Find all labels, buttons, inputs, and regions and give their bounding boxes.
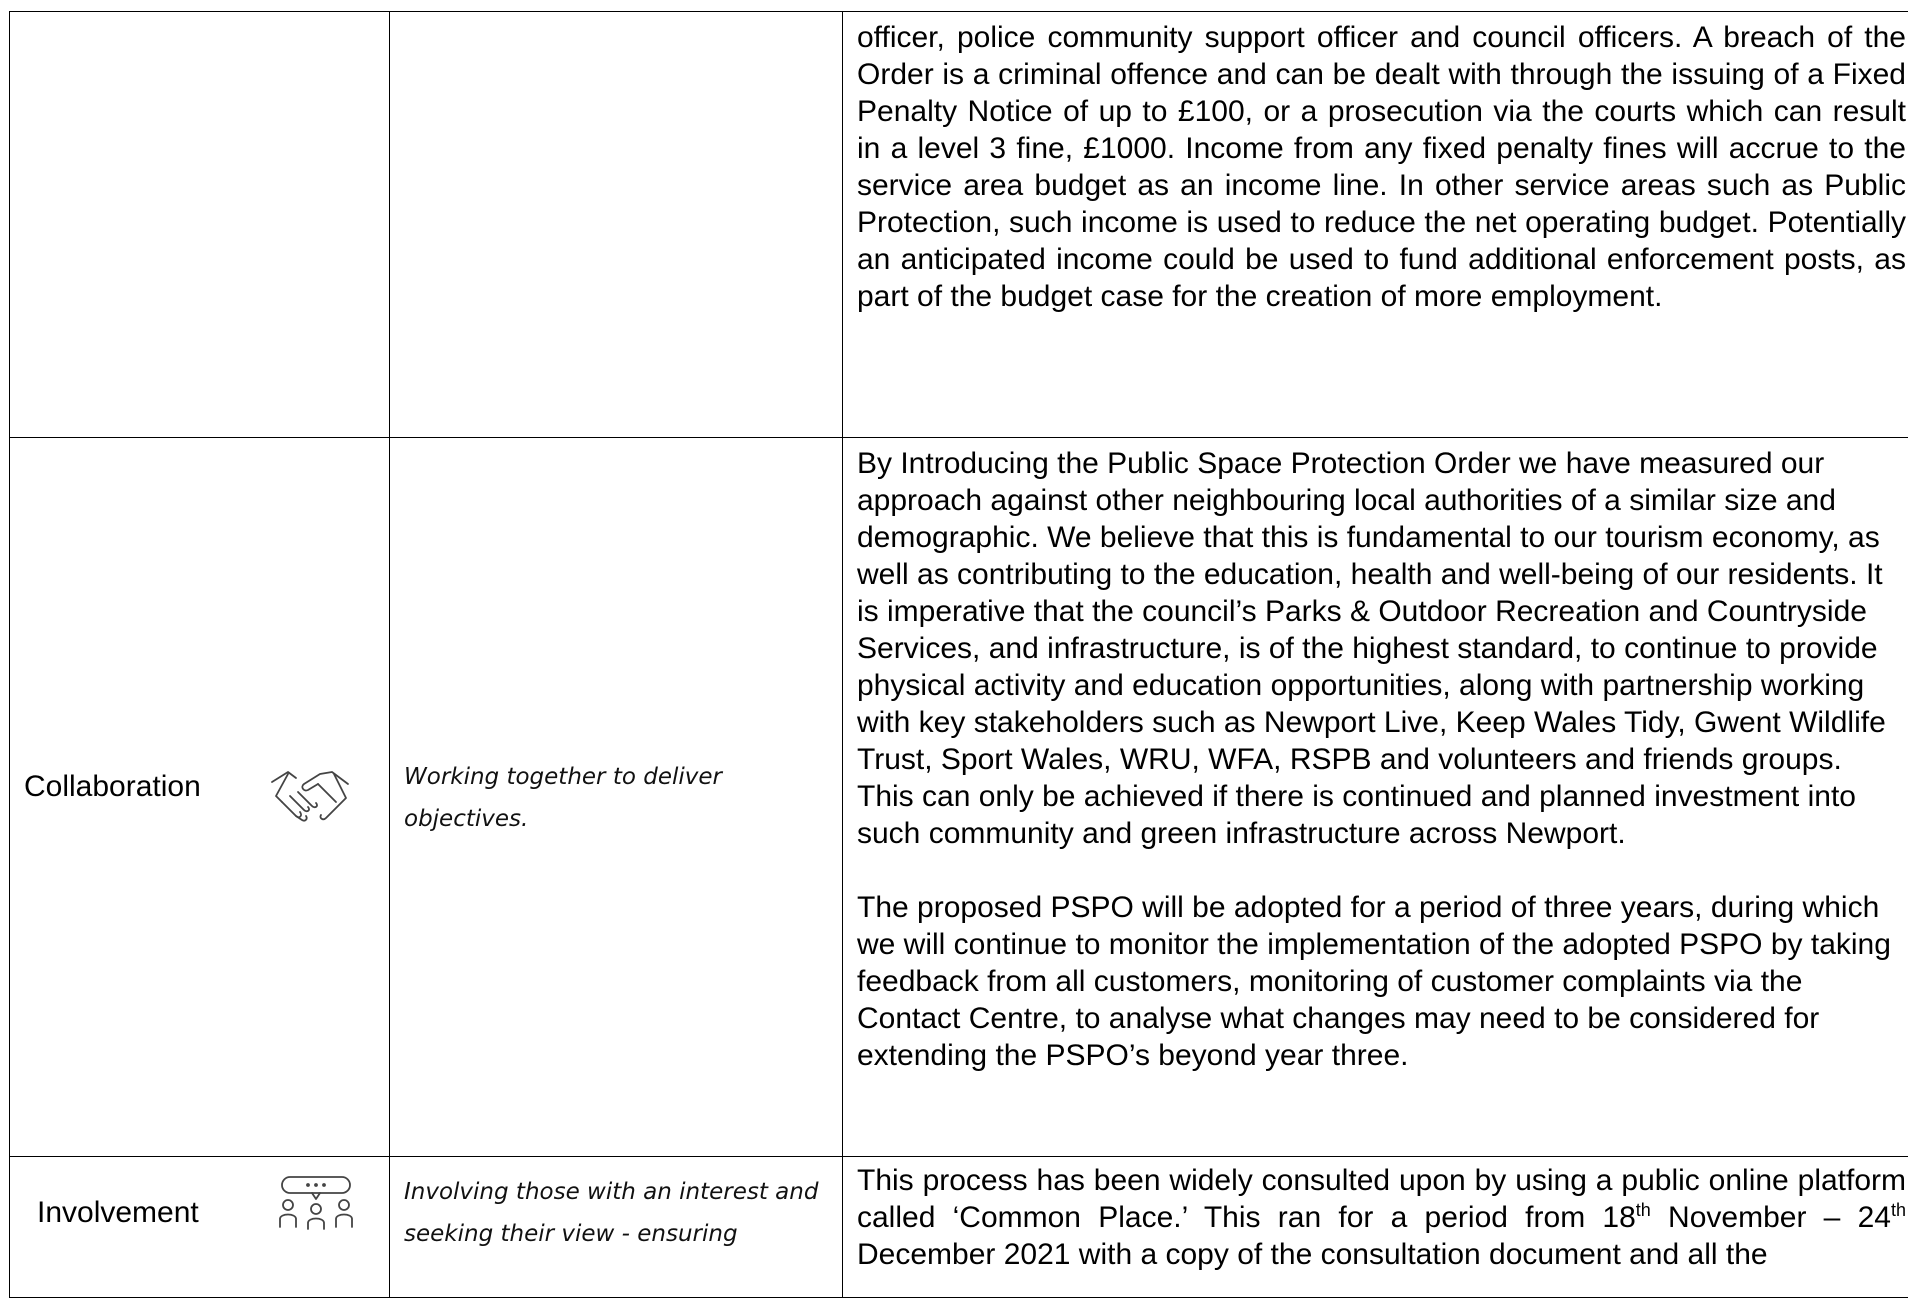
principle-description: Involving those with an interest and seeking their view - ensuring: [404, 1171, 824, 1255]
principle-cell: [10, 12, 390, 438]
people-discussion-icon: [274, 1175, 358, 1240]
detail-text: officer, police community support officer and council officers. A breach of the Order is a criminal offence and can be dealt with through the issuing of a Fixed Penalty Notice of up to £100, or a prosecution via the courts which can result in a level 3 fine, £1000. Income from any fixed penalty fines will accrue to the service area budget as an income line. In other service areas such as Public Protection, such income is used to reduce the net operating budget. Potentially an anticipated income could be used to fund additional enforcement posts, as part of the budget case for the creation of more employment.: [843, 12, 1908, 315]
principle-cell: [10, 438, 390, 1157]
description-cell: [390, 1157, 843, 1298]
principle-label: Collaboration: [24, 770, 201, 804]
detail-text: This process has been widely consulted upon by using a public online platform called ‘Common Place.’ This ran for a period from 18th November – 24th December 2021 with a copy of the consultation document and all the: [843, 1157, 1908, 1273]
wellbeing-table: [9, 11, 1908, 1298]
table-row: [10, 1157, 1908, 1298]
detail-cell: [843, 438, 1908, 1157]
detail-cell: [843, 1157, 1908, 1298]
detail-paragraph-1: By Introducing the Public Space Protection Order we have measured our approach against other neighbouring local authorities of a similar size and demographic. We believe that this is fundamental to our tourism economy, as well as contributing to the education, health and well-being of our residents. It is imperative that the council’s Parks & Outdoor Recreation and Countryside Services, and infrastructure, is of the highest standard, to continue to provide physical activity and education opportunities, along with partnership working with key stakeholders such as Newport Live, Keep Wales Tidy, Gwent Wildlife Trust, Sport Wales, WRU, WFA, RSPB and volunteers and friends groups. This can only be achieved if there is continued and planned investment into such community and green infrastructure across Newport.: [843, 438, 1908, 852]
principle-label: Involvement: [37, 1196, 199, 1230]
detail-cell: [843, 12, 1908, 438]
description-cell: [390, 12, 843, 438]
table-row: [10, 438, 1908, 1157]
handshake-icon: [268, 766, 352, 831]
description-cell: [390, 438, 843, 1157]
detail-paragraph-2: The proposed PSPO will be adopted for a period of three years, during which we will continue to monitor the implementation of the adopted PSPO by taking feedback from all customers, monitoring of customer complaints via the Contact Centre, to analyse what changes may need to be considered for extending the PSPO’s beyond year three.: [843, 889, 1908, 1074]
principle-description: Working together to deliver objectives.: [404, 756, 824, 840]
table-row: [10, 12, 1908, 438]
principle-cell: [10, 1157, 390, 1298]
